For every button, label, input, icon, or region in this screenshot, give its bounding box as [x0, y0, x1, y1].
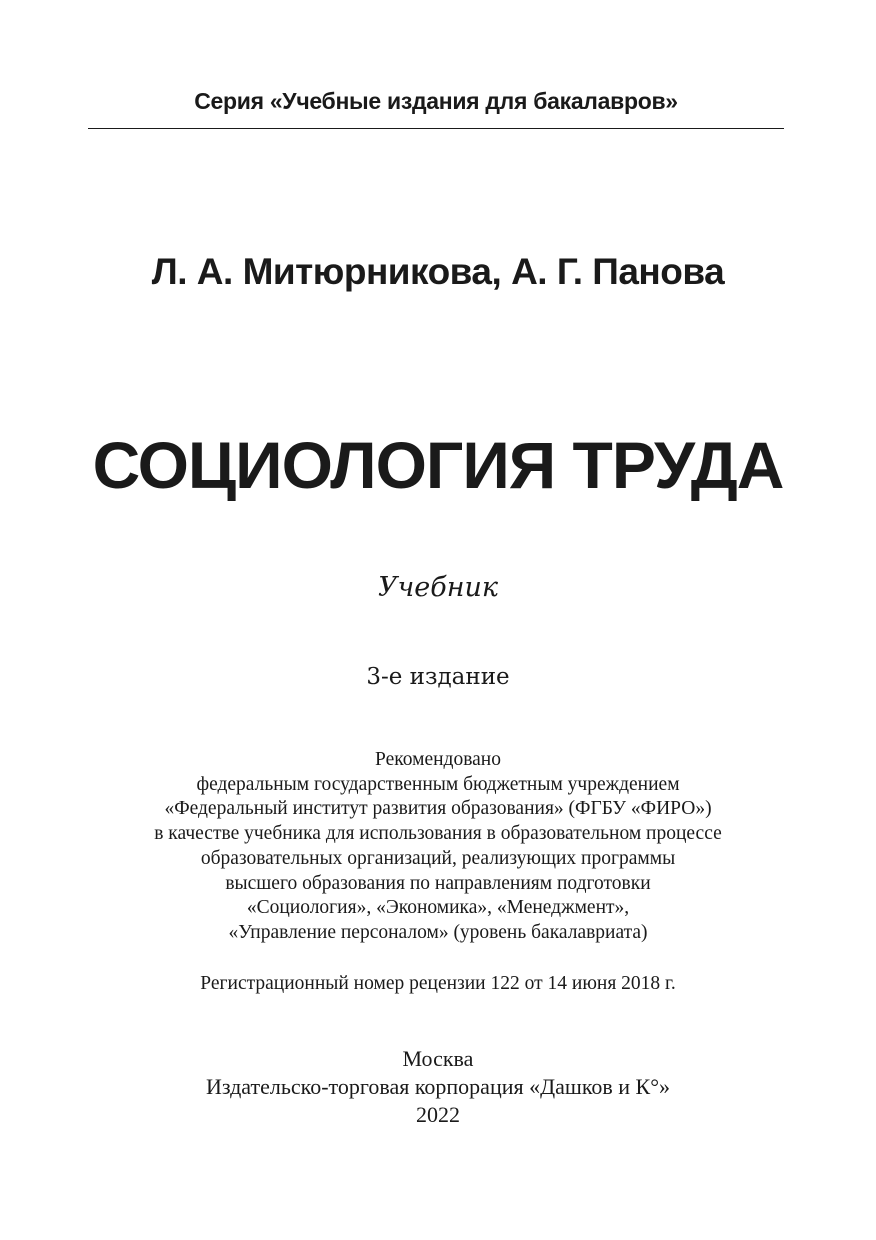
- edition: 3-е издание: [366, 664, 510, 690]
- recommendation-line: федеральным государственным бюджетным учреждением: [196, 773, 680, 795]
- registration-number: Регистрационный номер рецензии 122 от 14 июня 2018 г.: [200, 973, 676, 994]
- recommendation-line: «Социология», «Экономика», «Менеджмент»,: [246, 897, 630, 919]
- book-type: Учебник: [377, 572, 499, 603]
- imprint-publisher: Издательско-торговая корпорация «Дашков и К°»: [205, 1074, 671, 1099]
- imprint-year: 2022: [416, 1102, 460, 1127]
- imprint-city: Москва: [402, 1046, 474, 1071]
- recommendation-line: образовательных организаций, реализующих программы: [200, 847, 676, 869]
- book-title: СОЦИОЛОГИЯ ТРУДА: [92, 428, 784, 502]
- recommendation-line: Рекомендовано: [375, 749, 501, 770]
- recommendation-line: «Управление персоналом» (уровень бакалавриата): [228, 921, 648, 943]
- recommendation-line: высшего образования по направлениям подготовки: [225, 872, 651, 894]
- recommendation-block: [0, 748, 876, 946]
- authors: Л. А. Митюрникова, А. Г. Панова: [151, 251, 725, 292]
- recommendation-line: в качестве учебника для использования в образовательном процессе: [154, 823, 722, 845]
- series-heading: Серия «Учебные издания для бакалавров»: [194, 88, 678, 114]
- header-rule: [88, 128, 784, 129]
- recommendation-line: «Федеральный институт развития образования» (ФГБУ «ФИРО»): [164, 798, 712, 820]
- imprint: [0, 1045, 876, 1129]
